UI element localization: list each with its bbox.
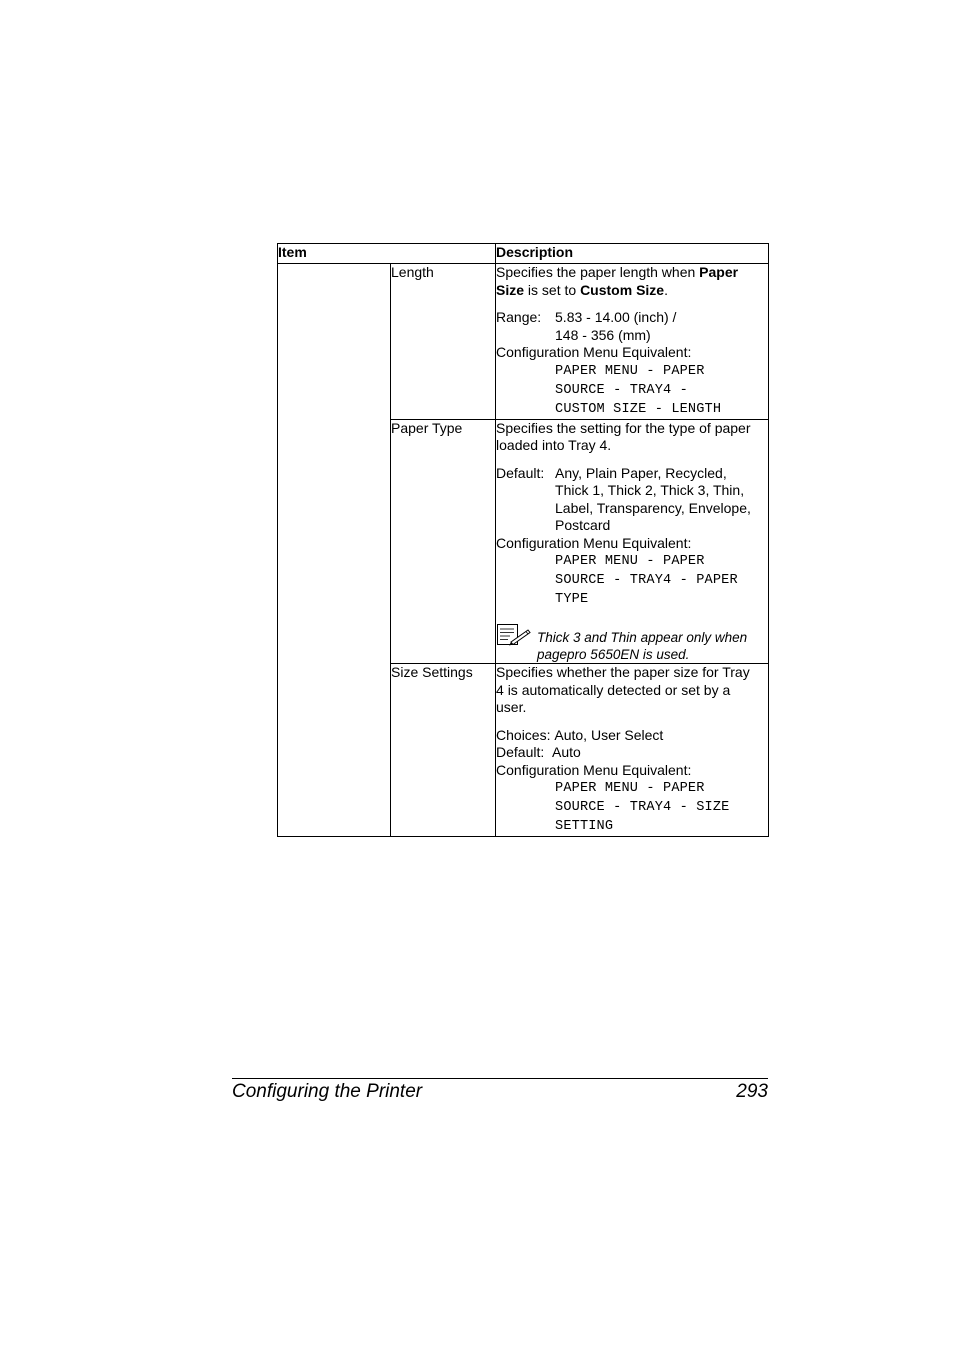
config-label: Configuration Menu Equivalent: bbox=[496, 761, 692, 778]
header-description: Description bbox=[496, 244, 769, 264]
item-name: Paper Type bbox=[391, 419, 496, 664]
choices-line: Choices: Auto, User Select bbox=[496, 726, 664, 743]
description-intro: Specifies the paper length when Paper Size is set to Custom Size. bbox=[496, 264, 739, 298]
table-row bbox=[278, 264, 769, 420]
header-item: Item bbox=[278, 244, 496, 264]
table-header-row bbox=[278, 244, 769, 264]
config-label: Configuration Menu Equivalent: bbox=[496, 534, 692, 551]
description-intro: Specifies the setting for the type of paper loaded into Tray 4. bbox=[496, 419, 751, 453]
note-pencil-icon bbox=[496, 623, 537, 663]
footer-title: Configuring the Printer bbox=[232, 1081, 423, 1102]
config-path: PAPER MENU - PAPER SOURCE - TRAY4 - CUSTOM SIZE - LENGTH bbox=[555, 363, 722, 417]
page-number: 293 bbox=[736, 1081, 768, 1102]
footer-rule bbox=[232, 1078, 768, 1079]
item-name: Size Settings bbox=[391, 664, 496, 837]
item-group-cell bbox=[278, 264, 391, 837]
item-description bbox=[496, 664, 769, 837]
config-path: PAPER MENU - PAPER SOURCE - TRAY4 - SIZE SETTING bbox=[555, 781, 730, 834]
description-intro: Specifies whether the paper size for Tray 4 is automatically detected or set by a user. bbox=[496, 664, 750, 715]
range-line: Range: 5.83 - 14.00 (inch) / 148 - 356 (mm) bbox=[496, 309, 677, 343]
config-label: Configuration Menu Equivalent: bbox=[496, 344, 692, 360]
config-path: PAPER MENU - PAPER SOURCE - TRAY4 - PAPER TYPE bbox=[555, 554, 738, 607]
default-line: Default: Auto bbox=[496, 744, 581, 760]
note: Thick 3 and Thin appear only when pagepro 5650EN is used. bbox=[496, 623, 768, 663]
item-description bbox=[496, 264, 769, 420]
item-description bbox=[496, 419, 769, 664]
settings-table bbox=[277, 243, 769, 837]
default-line: Default: Any, Plain Paper, Recycled, Thick 1, Thick 2, Thick 3, Thin, Label, Transparency, Envelope, Postcard bbox=[496, 464, 751, 533]
item-name: Length bbox=[391, 264, 496, 420]
